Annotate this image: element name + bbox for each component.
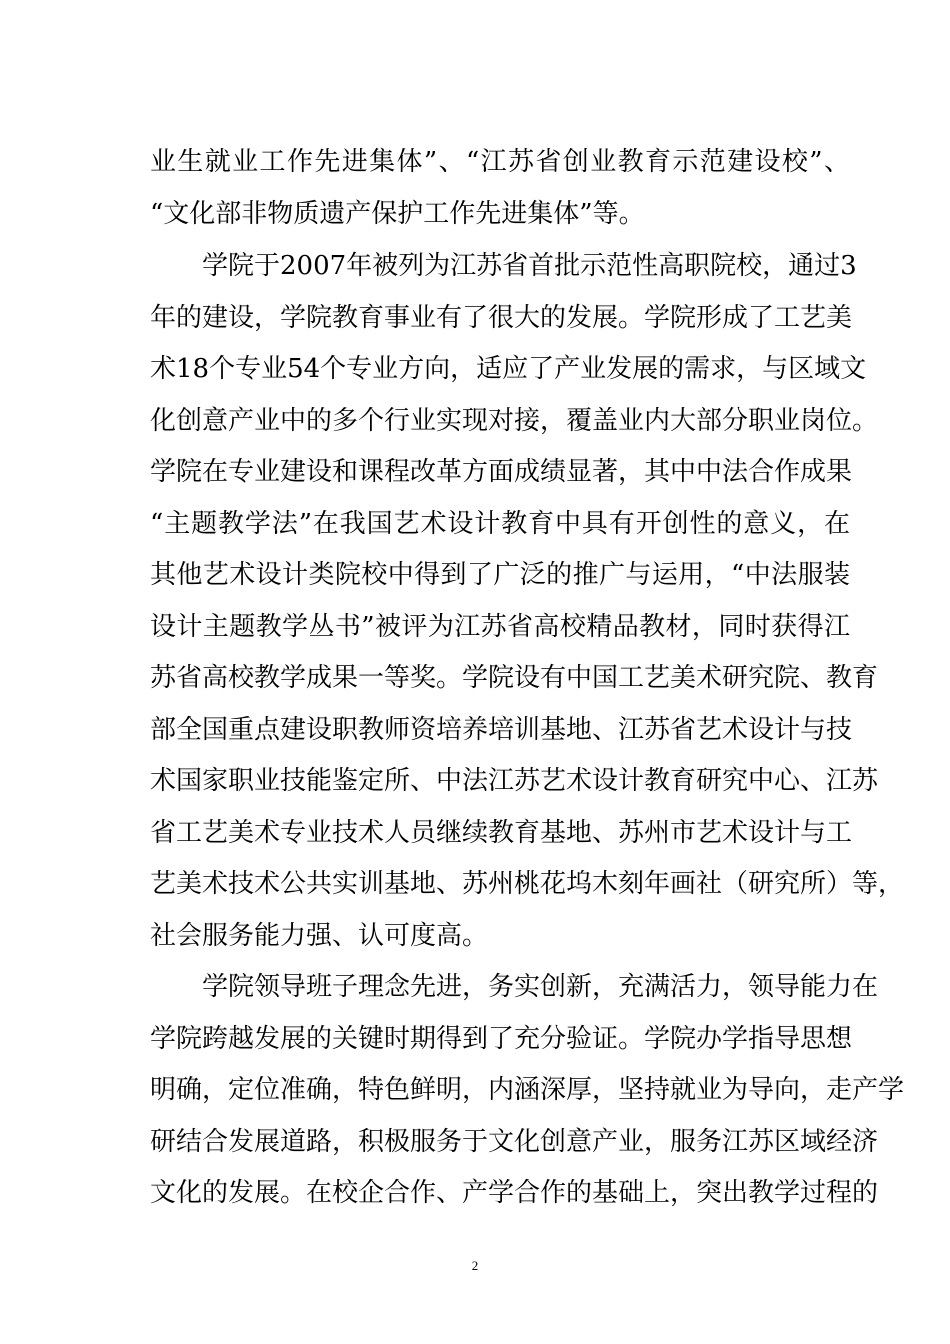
text-line: 学院于2007年被列为江苏省首批示范性高职院校，通过3 xyxy=(150,251,857,281)
text-line: 明确，定位准确，特色鲜明，内涵深厚，坚持就业为导向，走产学 xyxy=(150,1075,905,1105)
text-line: 文化的发展。在校企合作、产学合作的基础上，突出教学过程的 xyxy=(150,1178,879,1208)
text-line: 研结合发展道路，积极服务于文化创意产业，服务江苏区域经济 xyxy=(150,1127,879,1157)
text-line: 省工艺美术专业技术人员继续教育基地、苏州市艺术设计与工 xyxy=(150,818,853,848)
text-line: 社会服务能力强、认可度高。 xyxy=(150,921,489,951)
text-line: 业生就业工作先进集体”、“江苏省创业教育示范建设校”、 xyxy=(150,147,850,177)
text-line: 术国家职业技能鉴定所、中法江苏艺术设计教育研究中心、江苏 xyxy=(150,766,879,796)
text-line: 艺美术技术公共实训基地、苏州桃花坞木刻年画社（研究所）等， xyxy=(150,869,905,899)
text-line: 其他艺术设计类院校中得到了广泛的推广与运用，“中法服装 xyxy=(150,560,850,590)
text-line: 年的建设，学院教育事业有了很大的发展。学院形成了工艺美 xyxy=(150,303,853,333)
text-line: “主题教学法”在我国艺术设计教育中具有开创性的意义，在 xyxy=(150,509,850,539)
text-line: 学院领导班子理念先进，务实创新，充满活力，领导能力在 xyxy=(150,972,879,1002)
text-line: 术18个专业54个专业方向，适应了产业发展的需求，与区域文 xyxy=(150,354,867,384)
text-line: 学院跨越发展的关键时期得到了充分验证。学院办学指导思想 xyxy=(150,1024,853,1054)
text-line: 部全国重点建设职教师资培养培训基地、江苏省艺术设计与技 xyxy=(150,715,853,745)
text-line: 学院在专业建设和课程改革方面成绩显著，其中中法合作成果 xyxy=(150,457,853,487)
text-line: 化创意产业中的多个行业实现对接，覆盖业内大部分职业岗位。 xyxy=(150,406,879,436)
page-number: 2 xyxy=(471,1258,479,1273)
text-line: 设计主题教学丛书”被评为江苏省高校精品教材，同时获得江 xyxy=(150,612,850,642)
text-line: 苏省高校教学成果一等奖。学院设有中国工艺美术研究院、教育 xyxy=(150,663,879,693)
text-line: “文化部非物质遗产保护工作先进集体”等。 xyxy=(150,199,645,229)
